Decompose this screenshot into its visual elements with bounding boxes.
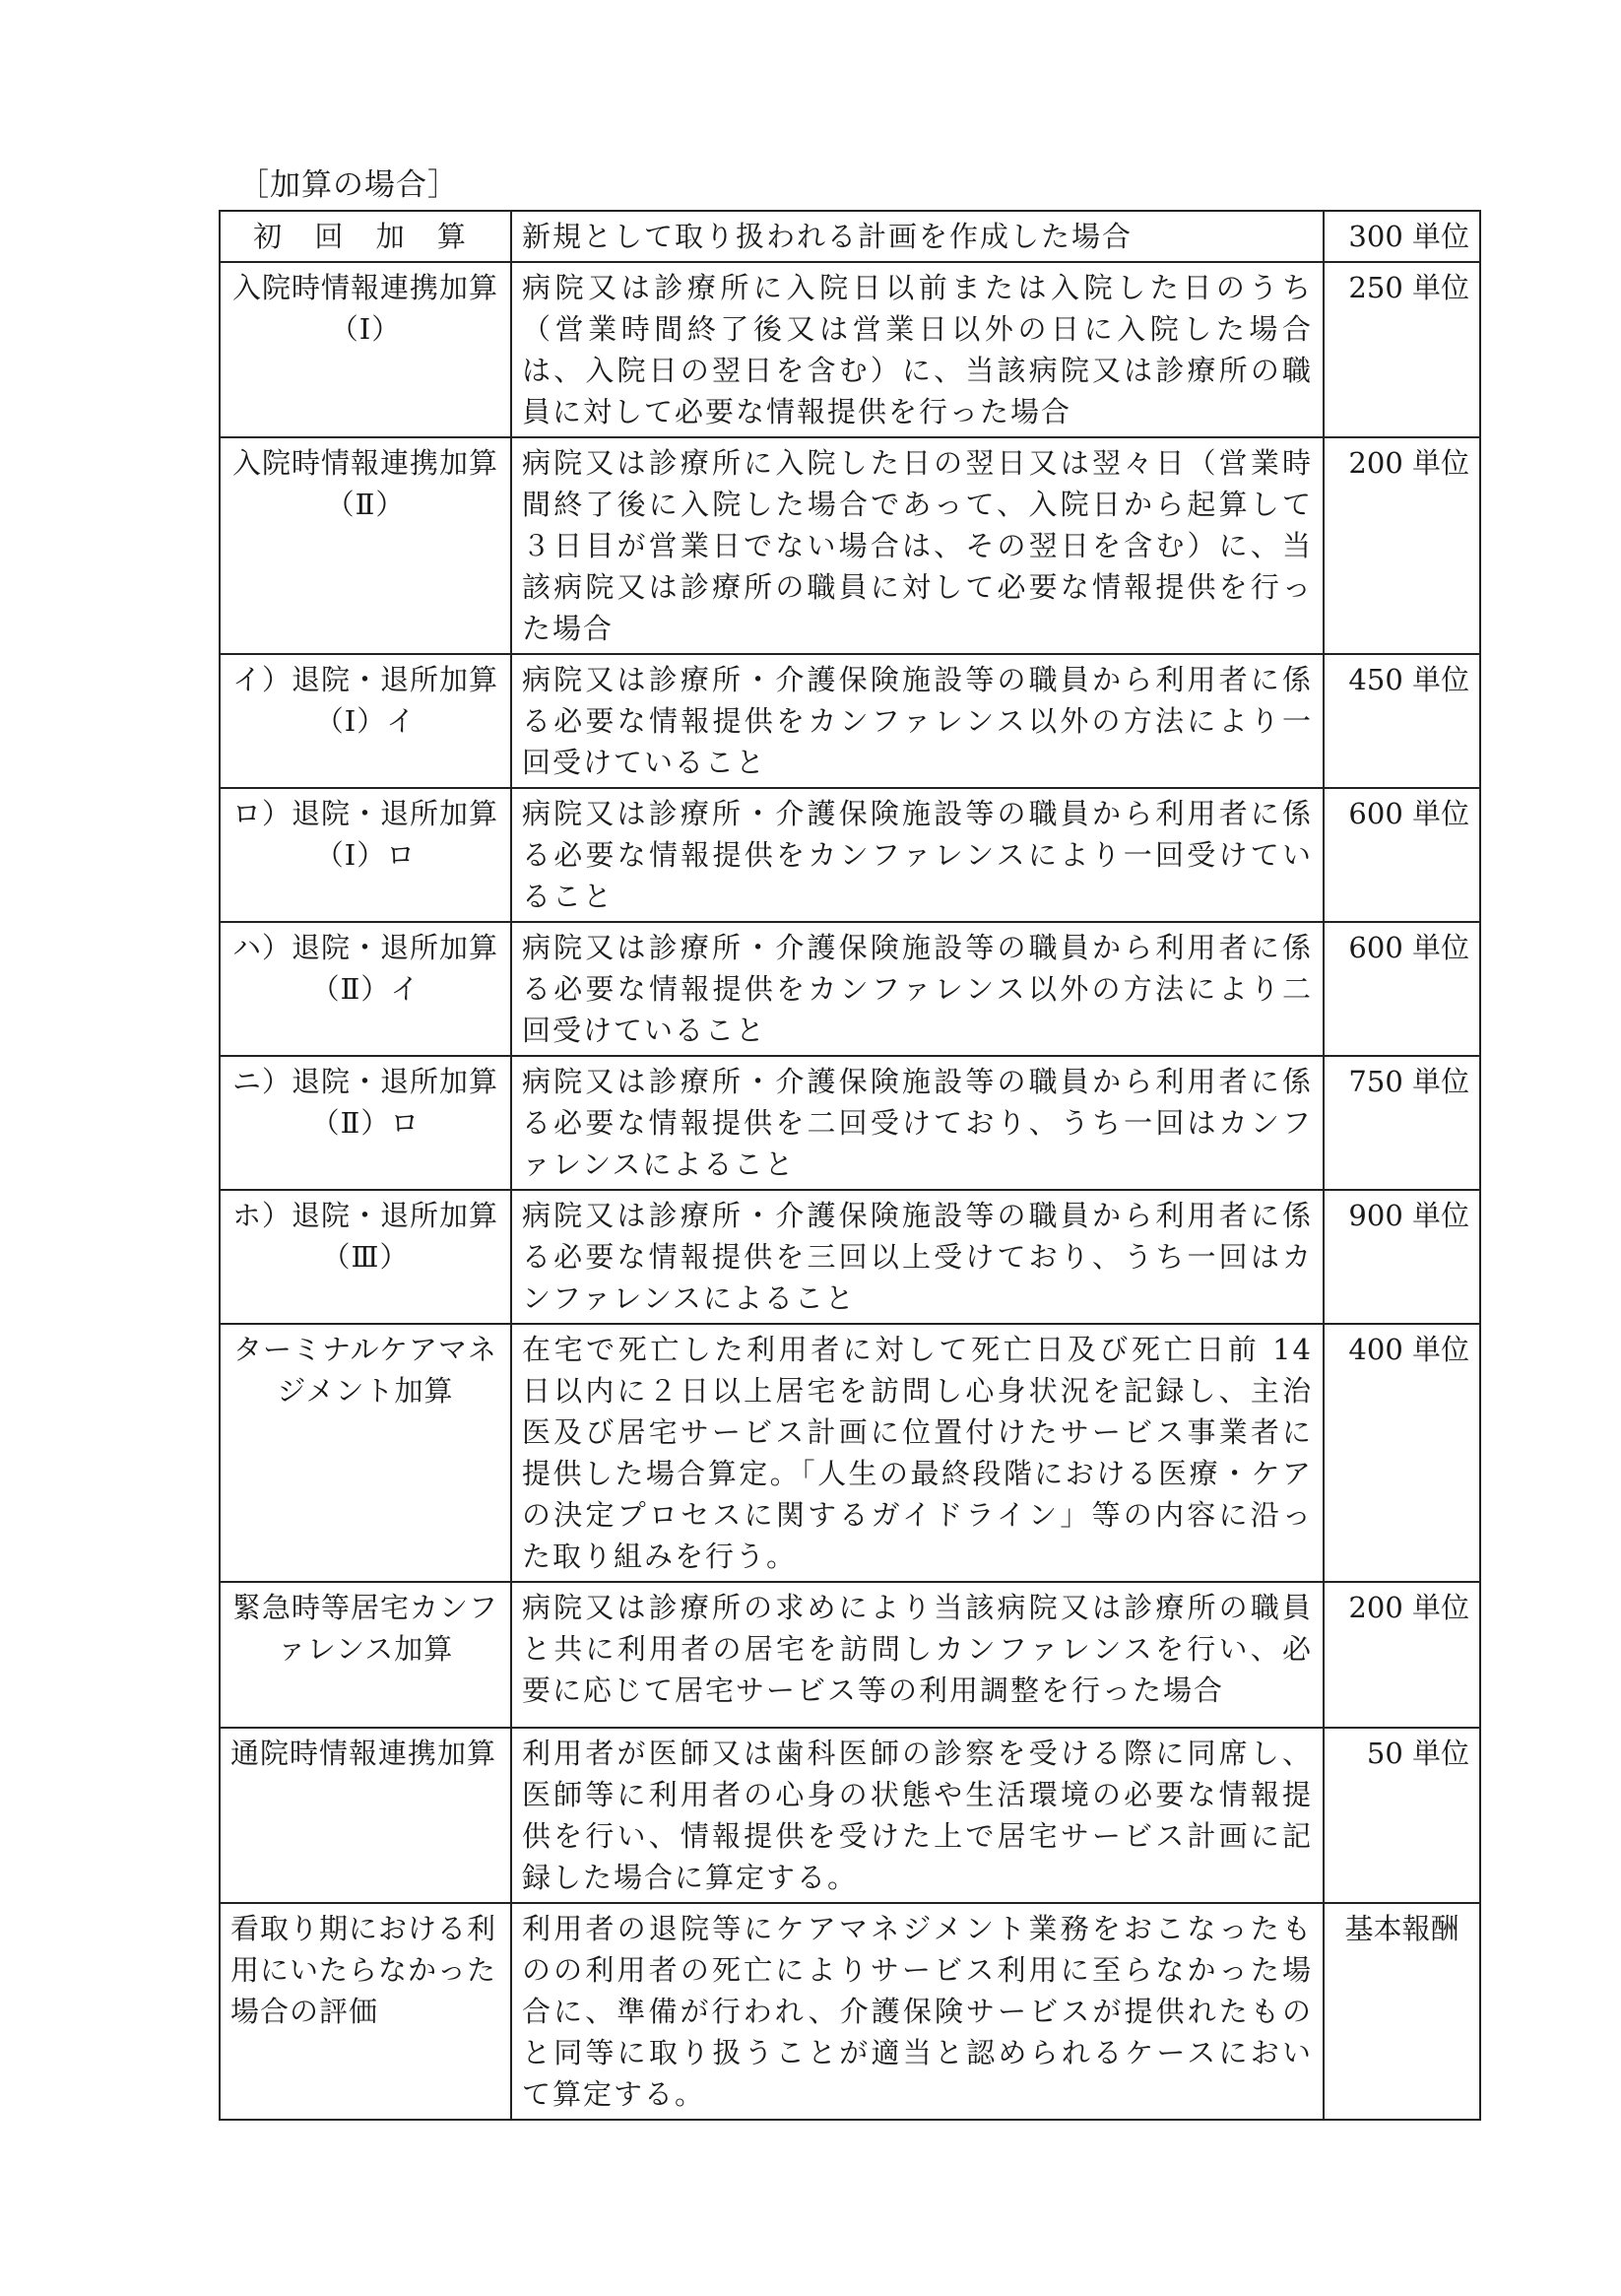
addition-description: 病院又は診療所に入院した日の翌日又は翌々日（営業時間終了後に入院した場合であって、入院日から起算して３日目が営業日でない場合は、その翌日を含む）に、当該病院又は診療所の職員に対して必要な情報提供を行った場合: [511, 437, 1324, 654]
addition-description: 利用者が医師又は歯科医師の診察を受ける際に同席し、医師等に利用者の心身の状態や生活環境の必要な情報提供を行い、情報提供を受けた上で居宅サービス計画に記録した場合に算定する。: [511, 1728, 1324, 1903]
table-row: [220, 1903, 1480, 2120]
addition-name: 緊急時等居宅カンファレンス加算: [220, 1582, 511, 1728]
addition-units: 750 単位: [1324, 1056, 1480, 1190]
addition-units: 450 単位: [1324, 654, 1480, 788]
table-row: [220, 654, 1480, 788]
addition-description: 病院又は診療所・介護保険施設等の職員から利用者に係る必要な情報提供を三回以上受けており、うち一回はカンファレンスによること: [511, 1190, 1324, 1324]
addition-name: ターミナルケアマネジメント加算: [220, 1324, 511, 1582]
addition-name: ハ）退院・退所加算（Ⅱ）イ: [220, 922, 511, 1056]
addition-name: 看取り期における利用にいたらなかった場合の評価: [220, 1903, 511, 2120]
table-row: [220, 922, 1480, 1056]
addition-description: 病院又は診療所・介護保険施設等の職員から利用者に係る必要な情報提供をカンファレンス以外の方法により二回受けていること: [511, 922, 1324, 1056]
addition-units: 300 単位: [1324, 211, 1480, 262]
table-row: [220, 1728, 1480, 1903]
addition-name: ホ）退院・退所加算（Ⅲ）: [220, 1190, 511, 1324]
addition-name: ロ）退院・退所加算（Ⅰ）ロ: [220, 788, 511, 922]
addition-units: 基本報酬: [1324, 1903, 1480, 2120]
addition-units: 600 単位: [1324, 922, 1480, 1056]
addition-description: 利用者の退院等にケアマネジメント業務をおこなったものの利用者の死亡によりサービス利用に至らなかった場合に、準備が行われ、介護保険サービスが提供れたものと同等に取り扱うことが適当と認められるケースにおいて算定する。: [511, 1903, 1324, 2120]
addition-name: 通院時情報連携加算: [220, 1728, 511, 1903]
addition-units: 200 単位: [1324, 1582, 1480, 1728]
addition-units: 250 単位: [1324, 262, 1480, 437]
addition-description: 新規として取り扱われる計画を作成した場合: [511, 211, 1324, 262]
addition-description: 病院又は診療所・介護保険施設等の職員から利用者に係る必要な情報提供を二回受けており、うち一回はカンファレンスによること: [511, 1056, 1324, 1190]
addition-description: 在宅で死亡した利用者に対して死亡日及び死亡日前 14 日以内に２日以上居宅を訪問し心身状況を記録し、主治医及び居宅サービス計画に位置付けたサービス事業者に提供した場合算定。「人生の最終段階における医療・ケアの決定プロセスに関するガイドライン」等の内容に沿った取り組みを行う。: [511, 1324, 1324, 1582]
addition-description: 病院又は診療所・介護保険施設等の職員から利用者に係る必要な情報提供をカンファレンスにより一回受けていること: [511, 788, 1324, 922]
table-row: [220, 437, 1480, 654]
addition-name: ニ）退院・退所加算（Ⅱ）ロ: [220, 1056, 511, 1190]
addition-name: 入院時情報連携加算（Ⅰ）: [220, 262, 511, 437]
addition-name: 入院時情報連携加算（Ⅱ）: [220, 437, 511, 654]
table-row: [220, 1056, 1480, 1190]
addition-description: 病院又は診療所に入院日以前または入院した日のうち（営業時間終了後又は営業日以外の日に入院した場合は、入院日の翌日を含む）に、当該病院又は診療所の職員に対して必要な情報提供を行った場合: [511, 262, 1324, 437]
addition-units: 400 単位: [1324, 1324, 1480, 1582]
table-row: [220, 211, 1480, 262]
table-row: [220, 788, 1480, 922]
table-row: [220, 1582, 1480, 1728]
addition-description: 病院又は診療所・介護保険施設等の職員から利用者に係る必要な情報提供をカンファレンス以外の方法により一回受けていること: [511, 654, 1324, 788]
addition-name: 初 回 加 算: [220, 211, 511, 262]
table-row: [220, 262, 1480, 437]
section-title: ［加算の場合］: [238, 167, 459, 203]
table-row: [220, 1324, 1480, 1582]
addition-units: 600 単位: [1324, 788, 1480, 922]
addition-units: 200 単位: [1324, 437, 1480, 654]
addition-units: 50 単位: [1324, 1728, 1480, 1903]
addition-table: [219, 210, 1481, 2121]
addition-units: 900 単位: [1324, 1190, 1480, 1324]
addition-name: イ）退院・退所加算（Ⅰ）イ: [220, 654, 511, 788]
addition-description: 病院又は診療所の求めにより当該病院又は診療所の職員と共に利用者の居宅を訪問しカンファレンスを行い、必要に応じて居宅サービス等の利用調整を行った場合: [511, 1582, 1324, 1728]
table-row: [220, 1190, 1480, 1324]
